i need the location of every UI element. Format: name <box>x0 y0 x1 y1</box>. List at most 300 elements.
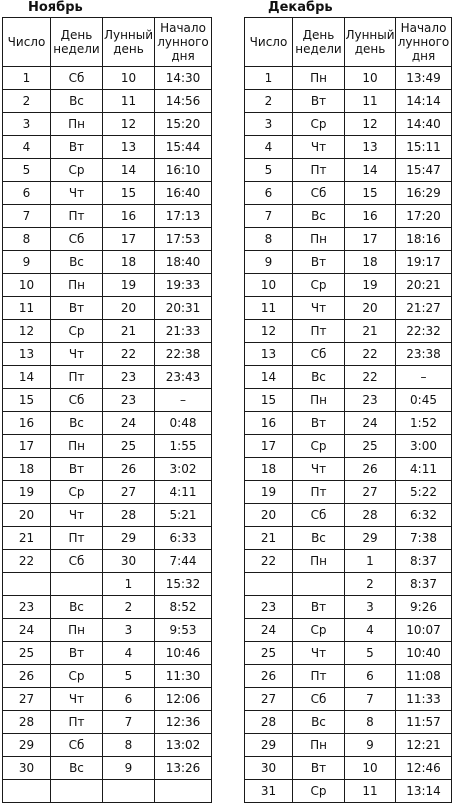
cell-lunar-day-start: 9:26 <box>396 596 452 619</box>
cell-lunar-day-start: 5:21 <box>155 504 212 527</box>
table-row <box>3 573 212 596</box>
table-row <box>245 757 452 780</box>
cell-date: 16 <box>3 412 51 435</box>
cell-lunar-day: 28 <box>103 504 155 527</box>
cell-lunar-day: 18 <box>345 251 396 274</box>
table-row <box>3 113 212 136</box>
cell-date: 12 <box>3 320 51 343</box>
cell-weekday: Сб <box>51 67 103 90</box>
cell-lunar-day: 26 <box>345 458 396 481</box>
cell-lunar-day: 3 <box>345 596 396 619</box>
cell-lunar-day: 15 <box>345 182 396 205</box>
cell-date: 6 <box>245 182 293 205</box>
cell-lunar-day: 8 <box>103 734 155 757</box>
cell-weekday <box>51 780 103 803</box>
cell-weekday: Вт <box>51 642 103 665</box>
cell-lunar-day: 30 <box>103 550 155 573</box>
cell-date: 5 <box>3 159 51 182</box>
cell-lunar-day: 21 <box>103 320 155 343</box>
cell-lunar-day: 20 <box>103 297 155 320</box>
cell-lunar-day-start: 5:22 <box>396 481 452 504</box>
cell-lunar-day: 23 <box>103 366 155 389</box>
cell-lunar-day-start: 23:43 <box>155 366 212 389</box>
cell-weekday: Сб <box>293 504 345 527</box>
cell-lunar-day-start: 8:52 <box>155 596 212 619</box>
cell-lunar-day: 25 <box>103 435 155 458</box>
cell-lunar-day-start: 23:38 <box>396 343 452 366</box>
cell-lunar-day-start: 3:02 <box>155 458 212 481</box>
cell-date: 14 <box>3 366 51 389</box>
table-row <box>3 159 212 182</box>
cell-date: 10 <box>245 274 293 297</box>
cell-lunar-day-start: 20:21 <box>396 274 452 297</box>
cell-weekday: Вт <box>293 251 345 274</box>
cell-lunar-day: 1 <box>103 573 155 596</box>
table-row <box>245 596 452 619</box>
table-row <box>3 504 212 527</box>
cell-lunar-day: 1 <box>345 550 396 573</box>
cell-date: 24 <box>3 619 51 642</box>
cell-weekday: Вс <box>293 711 345 734</box>
table-body-november <box>3 67 212 803</box>
cell-date: 7 <box>245 205 293 228</box>
cell-lunar-day: 20 <box>345 297 396 320</box>
cell-date: 9 <box>245 251 293 274</box>
table-row <box>245 458 452 481</box>
cell-date: 1 <box>245 67 293 90</box>
cell-date: 28 <box>3 711 51 734</box>
cell-lunar-day-start: 22:38 <box>155 343 212 366</box>
table-row <box>245 550 452 573</box>
table-row <box>3 619 212 642</box>
cell-lunar-day: 17 <box>345 228 396 251</box>
cell-date: 5 <box>245 159 293 182</box>
cell-date: 13 <box>3 343 51 366</box>
cell-date: 20 <box>245 504 293 527</box>
cell-lunar-day-start: 15:20 <box>155 113 212 136</box>
cell-date: 20 <box>3 504 51 527</box>
cell-lunar-day-start: 21:33 <box>155 320 212 343</box>
table-row <box>3 688 212 711</box>
cell-lunar-day: 2 <box>103 596 155 619</box>
table-row <box>245 481 452 504</box>
cell-date: 11 <box>3 297 51 320</box>
cell-weekday: Пн <box>51 113 103 136</box>
table-row <box>3 481 212 504</box>
cell-lunar-day: 22 <box>103 343 155 366</box>
month-title-december: Декабрь <box>268 0 333 15</box>
table-row <box>3 136 212 159</box>
header-lunar-day-start: Начало лунного дня <box>155 18 212 67</box>
table-row <box>3 550 212 573</box>
cell-lunar-day-start: 14:40 <box>396 113 452 136</box>
cell-weekday: Вт <box>293 596 345 619</box>
cell-lunar-day-start: 15:11 <box>396 136 452 159</box>
table-row <box>3 458 212 481</box>
cell-weekday: Сб <box>293 182 345 205</box>
cell-weekday: Вт <box>293 757 345 780</box>
cell-weekday: Вс <box>51 412 103 435</box>
cell-lunar-day-start: 3:00 <box>396 435 452 458</box>
table-row <box>3 90 212 113</box>
cell-lunar-day: 7 <box>103 711 155 734</box>
cell-lunar-day-start: 13:14 <box>396 780 452 803</box>
table-row <box>245 67 452 90</box>
cell-weekday: Чт <box>293 136 345 159</box>
table-row <box>3 642 212 665</box>
cell-lunar-day: 3 <box>103 619 155 642</box>
cell-lunar-day-start: – <box>396 366 452 389</box>
table-row <box>3 780 212 803</box>
cell-weekday: Вт <box>293 412 345 435</box>
cell-weekday: Вт <box>51 136 103 159</box>
table-row <box>245 320 452 343</box>
cell-lunar-day: 17 <box>103 228 155 251</box>
cell-lunar-day: 15 <box>103 182 155 205</box>
cell-lunar-day-start: 17:20 <box>396 205 452 228</box>
table-header-row <box>245 18 452 67</box>
cell-lunar-day <box>103 780 155 803</box>
cell-lunar-day-start: 11:30 <box>155 665 212 688</box>
cell-weekday: Ср <box>293 780 345 803</box>
cell-lunar-day-start: 21:27 <box>396 297 452 320</box>
table-row <box>3 320 212 343</box>
cell-lunar-day-start: 14:56 <box>155 90 212 113</box>
table-row <box>245 113 452 136</box>
cell-lunar-day: 5 <box>103 665 155 688</box>
cell-weekday: Ср <box>51 665 103 688</box>
cell-lunar-day: 4 <box>345 619 396 642</box>
cell-lunar-day-start: 17:53 <box>155 228 212 251</box>
cell-lunar-day: 26 <box>103 458 155 481</box>
cell-lunar-day-start: 9:53 <box>155 619 212 642</box>
cell-lunar-day-start: 15:47 <box>396 159 452 182</box>
cell-lunar-day: 12 <box>345 113 396 136</box>
cell-weekday <box>51 573 103 596</box>
cell-lunar-day: 2 <box>345 573 396 596</box>
table-row <box>245 136 452 159</box>
table-row <box>3 297 212 320</box>
cell-weekday: Чт <box>293 297 345 320</box>
cell-lunar-day-start: 7:44 <box>155 550 212 573</box>
table-row <box>245 412 452 435</box>
cell-lunar-day: 6 <box>103 688 155 711</box>
table-row <box>245 780 452 803</box>
cell-lunar-day: 5 <box>345 642 396 665</box>
cell-lunar-day-start: 7:38 <box>396 527 452 550</box>
cell-lunar-day: 29 <box>103 527 155 550</box>
cell-weekday: Пн <box>293 228 345 251</box>
cell-lunar-day: 19 <box>345 274 396 297</box>
table-row <box>3 274 212 297</box>
cell-lunar-day: 24 <box>345 412 396 435</box>
cell-date: 21 <box>3 527 51 550</box>
table-row <box>245 665 452 688</box>
cell-weekday: Вс <box>293 527 345 550</box>
cell-lunar-day-start: 11:08 <box>396 665 452 688</box>
header-weekday: День недели <box>293 18 345 67</box>
cell-lunar-day: 27 <box>103 481 155 504</box>
table-row <box>3 366 212 389</box>
table-row <box>3 205 212 228</box>
table-row <box>3 435 212 458</box>
cell-lunar-day: 23 <box>103 389 155 412</box>
table-row <box>3 757 212 780</box>
cell-date: 2 <box>245 90 293 113</box>
cell-lunar-day-start: 0:45 <box>396 389 452 412</box>
cell-lunar-day: 10 <box>345 67 396 90</box>
cell-lunar-day: 21 <box>345 320 396 343</box>
cell-date: 26 <box>3 665 51 688</box>
cell-lunar-day-start: 6:33 <box>155 527 212 550</box>
cell-weekday: Вс <box>51 757 103 780</box>
table-row <box>3 412 212 435</box>
cell-date: 17 <box>3 435 51 458</box>
cell-date: 18 <box>245 458 293 481</box>
cell-date: 30 <box>3 757 51 780</box>
table-row <box>245 228 452 251</box>
cell-lunar-day-start: 17:13 <box>155 205 212 228</box>
cell-date: 3 <box>245 113 293 136</box>
cell-lunar-day: 6 <box>345 665 396 688</box>
cell-lunar-day-start: – <box>155 389 212 412</box>
cell-lunar-day: 10 <box>103 67 155 90</box>
cell-weekday: Вт <box>51 297 103 320</box>
cell-date: 8 <box>3 228 51 251</box>
cell-lunar-day-start: 4:11 <box>396 458 452 481</box>
month-title-november: Ноябрь <box>28 0 83 15</box>
cell-lunar-day-start: 15:32 <box>155 573 212 596</box>
cell-date: 25 <box>3 642 51 665</box>
table-row <box>245 182 452 205</box>
cell-weekday: Пт <box>293 481 345 504</box>
cell-date: 9 <box>3 251 51 274</box>
table-row <box>245 389 452 412</box>
table-row <box>3 251 212 274</box>
table-row <box>3 67 212 90</box>
cell-weekday: Пн <box>51 619 103 642</box>
cell-weekday: Ср <box>293 113 345 136</box>
table-body-december <box>245 67 452 803</box>
cell-weekday: Вс <box>51 90 103 113</box>
cell-weekday: Пн <box>293 734 345 757</box>
cell-lunar-day: 16 <box>345 205 396 228</box>
cell-date: 30 <box>245 757 293 780</box>
cell-date: 3 <box>3 113 51 136</box>
lunar-table-november <box>2 17 212 803</box>
cell-lunar-day: 13 <box>345 136 396 159</box>
cell-weekday: Пн <box>51 274 103 297</box>
cell-lunar-day: 18 <box>103 251 155 274</box>
cell-date: 24 <box>245 619 293 642</box>
table-row <box>245 573 452 596</box>
cell-lunar-day: 9 <box>103 757 155 780</box>
cell-weekday: Ср <box>51 159 103 182</box>
cell-weekday: Ср <box>293 274 345 297</box>
cell-lunar-day: 9 <box>345 734 396 757</box>
cell-date: 25 <box>245 642 293 665</box>
cell-weekday: Чт <box>51 688 103 711</box>
cell-date: 10 <box>3 274 51 297</box>
cell-weekday: Пт <box>51 527 103 550</box>
cell-weekday: Ср <box>293 435 345 458</box>
cell-weekday: Чт <box>293 642 345 665</box>
cell-weekday: Пт <box>293 320 345 343</box>
cell-lunar-day: 11 <box>345 90 396 113</box>
cell-date: 14 <box>245 366 293 389</box>
cell-lunar-day-start: 1:55 <box>155 435 212 458</box>
table-row <box>245 251 452 274</box>
cell-lunar-day: 8 <box>345 711 396 734</box>
lunar-table-december <box>244 17 452 803</box>
cell-lunar-day: 27 <box>345 481 396 504</box>
cell-date: 16 <box>245 412 293 435</box>
header-weekday: День недели <box>51 18 103 67</box>
table-row <box>3 665 212 688</box>
table-row <box>245 711 452 734</box>
table-header-row <box>3 18 212 67</box>
cell-date: 23 <box>245 596 293 619</box>
cell-lunar-day: 25 <box>345 435 396 458</box>
cell-weekday: Сб <box>293 343 345 366</box>
cell-lunar-day-start <box>155 780 212 803</box>
cell-weekday: Сб <box>293 688 345 711</box>
cell-date: 31 <box>245 780 293 803</box>
cell-date: 18 <box>3 458 51 481</box>
table-row <box>245 274 452 297</box>
header-lunar-day-start: Начало лунного дня <box>396 18 452 67</box>
cell-lunar-day: 22 <box>345 343 396 366</box>
cell-date: 19 <box>3 481 51 504</box>
cell-lunar-day-start: 10:46 <box>155 642 212 665</box>
cell-weekday: Ср <box>293 619 345 642</box>
cell-weekday: Вс <box>293 366 345 389</box>
table-row <box>3 343 212 366</box>
cell-date: 27 <box>245 688 293 711</box>
cell-date: 4 <box>245 136 293 159</box>
cell-date: 17 <box>245 435 293 458</box>
cell-date: 2 <box>3 90 51 113</box>
cell-date: 12 <box>245 320 293 343</box>
cell-lunar-day-start: 11:33 <box>396 688 452 711</box>
cell-date: 6 <box>3 182 51 205</box>
cell-lunar-day: 14 <box>345 159 396 182</box>
cell-lunar-day-start: 18:16 <box>396 228 452 251</box>
cell-lunar-day-start: 14:14 <box>396 90 452 113</box>
cell-lunar-day-start: 0:48 <box>155 412 212 435</box>
cell-date <box>245 573 293 596</box>
cell-lunar-day-start: 8:37 <box>396 550 452 573</box>
cell-weekday: Пт <box>51 205 103 228</box>
cell-date: 15 <box>245 389 293 412</box>
table-row <box>3 711 212 734</box>
table-row <box>245 205 452 228</box>
cell-lunar-day: 23 <box>345 389 396 412</box>
cell-lunar-day-start: 13:49 <box>396 67 452 90</box>
cell-date: 29 <box>3 734 51 757</box>
cell-weekday <box>293 573 345 596</box>
cell-weekday: Сб <box>51 550 103 573</box>
cell-lunar-day-start: 12:21 <box>396 734 452 757</box>
cell-date: 26 <box>245 665 293 688</box>
cell-lunar-day-start: 19:33 <box>155 274 212 297</box>
cell-date: 15 <box>3 389 51 412</box>
table-row <box>3 596 212 619</box>
table-row <box>245 619 452 642</box>
cell-lunar-day: 28 <box>345 504 396 527</box>
cell-lunar-day-start: 12:36 <box>155 711 212 734</box>
table-row <box>245 159 452 182</box>
cell-weekday: Чт <box>51 343 103 366</box>
cell-lunar-day: 16 <box>103 205 155 228</box>
cell-weekday: Чт <box>51 504 103 527</box>
cell-lunar-day-start: 6:32 <box>396 504 452 527</box>
cell-lunar-day-start: 12:06 <box>155 688 212 711</box>
cell-date: 8 <box>245 228 293 251</box>
cell-weekday: Чт <box>51 182 103 205</box>
cell-lunar-day-start: 20:31 <box>155 297 212 320</box>
cell-weekday: Пн <box>51 435 103 458</box>
cell-date: 22 <box>245 550 293 573</box>
cell-weekday: Пт <box>293 159 345 182</box>
cell-weekday: Ср <box>51 481 103 504</box>
cell-lunar-day: 29 <box>345 527 396 550</box>
table-row <box>245 642 452 665</box>
table-row <box>245 297 452 320</box>
cell-weekday: Вс <box>293 205 345 228</box>
cell-date: 23 <box>3 596 51 619</box>
cell-weekday: Вт <box>51 458 103 481</box>
header-date: Число <box>245 18 293 67</box>
cell-weekday: Пт <box>51 366 103 389</box>
table-row <box>245 527 452 550</box>
cell-date <box>3 573 51 596</box>
cell-weekday: Сб <box>51 389 103 412</box>
cell-date: 19 <box>245 481 293 504</box>
cell-lunar-day-start: 15:44 <box>155 136 212 159</box>
cell-date: 22 <box>3 550 51 573</box>
cell-lunar-day: 4 <box>103 642 155 665</box>
cell-weekday: Ср <box>51 320 103 343</box>
cell-weekday: Вс <box>51 596 103 619</box>
cell-lunar-day-start: 12:46 <box>396 757 452 780</box>
cell-weekday: Пт <box>51 711 103 734</box>
cell-weekday: Чт <box>293 458 345 481</box>
cell-lunar-day: 12 <box>103 113 155 136</box>
table-row <box>3 182 212 205</box>
cell-lunar-day-start: 19:17 <box>396 251 452 274</box>
table-row <box>245 366 452 389</box>
table-row <box>3 527 212 550</box>
cell-weekday: Сб <box>51 734 103 757</box>
cell-lunar-day-start: 22:32 <box>396 320 452 343</box>
cell-lunar-day-start: 18:40 <box>155 251 212 274</box>
cell-lunar-day: 22 <box>345 366 396 389</box>
cell-lunar-day: 14 <box>103 159 155 182</box>
table-row <box>245 90 452 113</box>
cell-lunar-day: 10 <box>345 757 396 780</box>
cell-date: 29 <box>245 734 293 757</box>
table-row <box>245 435 452 458</box>
cell-date: 7 <box>3 205 51 228</box>
header-lunar-day: Лунный день <box>345 18 396 67</box>
cell-lunar-day-start: 11:57 <box>396 711 452 734</box>
cell-lunar-day: 7 <box>345 688 396 711</box>
table-row <box>3 228 212 251</box>
cell-date: 27 <box>3 688 51 711</box>
cell-date: 28 <box>245 711 293 734</box>
cell-lunar-day: 19 <box>103 274 155 297</box>
